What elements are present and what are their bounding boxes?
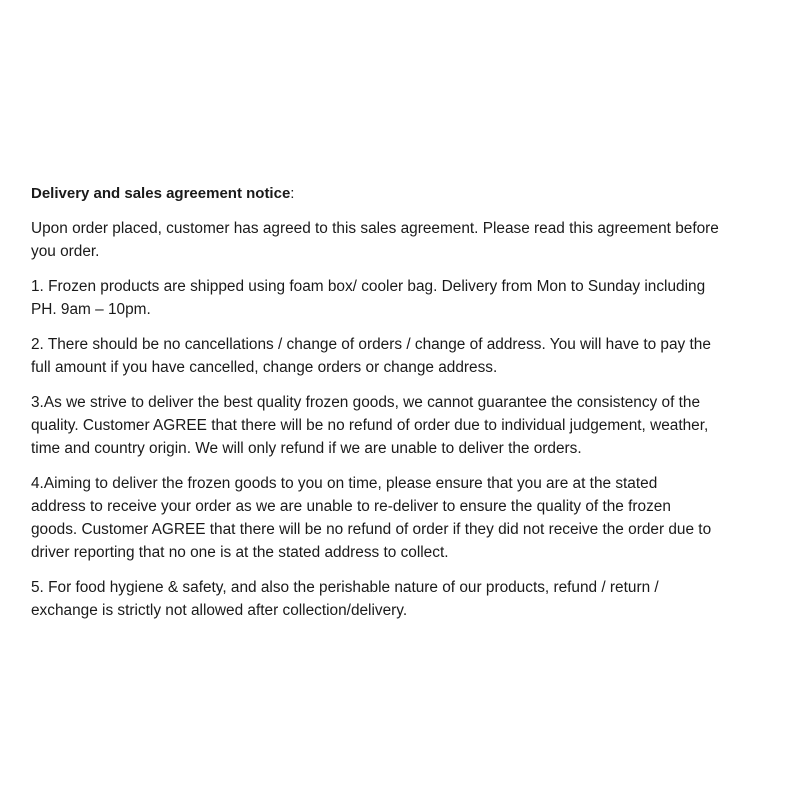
notice-intro: Upon order placed, customer has agreed to this sales agreement. Please read this agreement before you order. <box>31 220 719 260</box>
notice-item-2: 2. There should be no cancellations / change of orders / change of address. You will have to pay the full amount if you have cancelled, change orders or change address. <box>31 336 711 376</box>
notice-heading-bold: Delivery and sales agreement notice <box>31 185 291 202</box>
notice-item-4: 4.Aiming to deliver the frozen goods to you on time, please ensure that you are at the stated address to receive your order as we are unable to re-deliver to ensure the quality of the frozen goods. Customer AGREE that there will be no refund of order if they did not receive the order due to driver reporting that no one is at the stated address to collect. <box>31 475 712 561</box>
notice-item-3: 3.As we strive to deliver the best quality frozen goods, we cannot guarantee the consistency of the quality. Customer AGREE that there will be no refund of order due to individual judgement, weather, time and country origin. We will only refund if we are unable to deliver the orders. <box>31 394 709 457</box>
notice-heading <box>31 182 759 205</box>
sales-agreement-notice <box>31 182 759 634</box>
notice-item-1: 1. Frozen products are shipped using foam box/ cooler bag. Delivery from Mon to Sunday including PH. 9am – 10pm. <box>31 278 706 318</box>
notice-item-5: 5. For food hygiene & safety, and also the perishable nature of our products, refund / return / exchange is strictly not allowed after collection/delivery. <box>31 579 659 619</box>
notice-heading-colon: : <box>290 185 295 202</box>
